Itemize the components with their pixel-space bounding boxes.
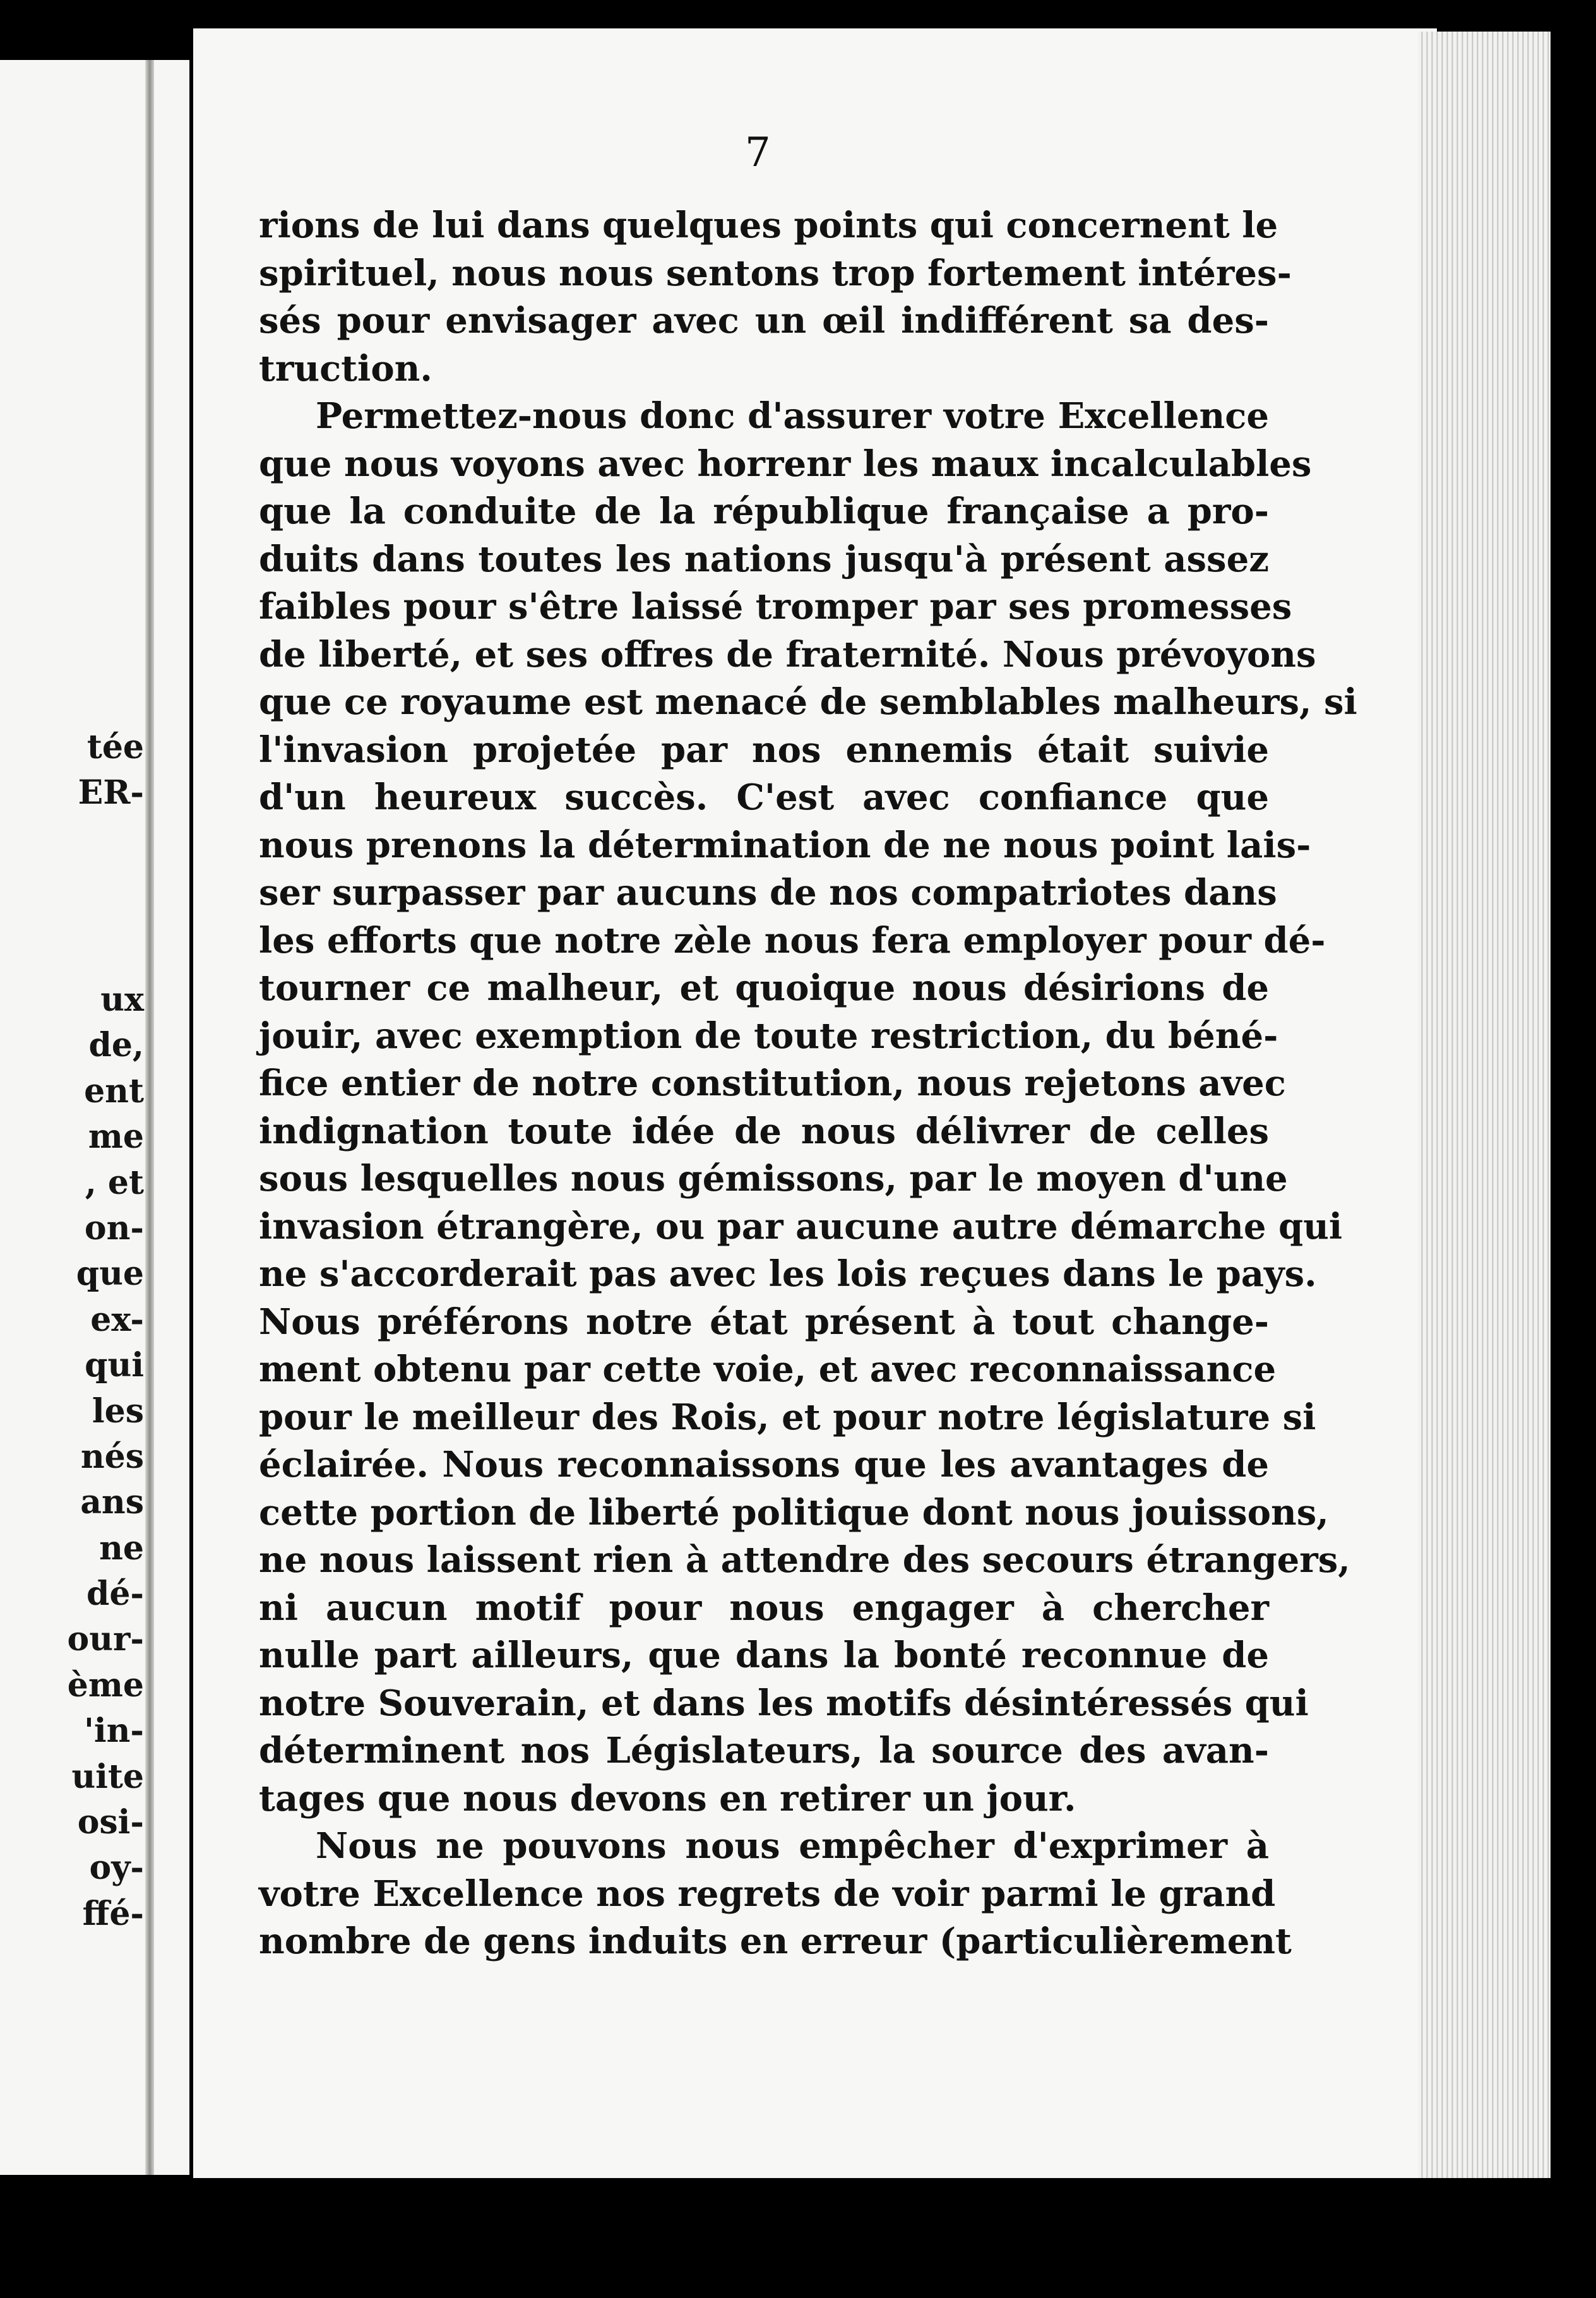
left-page-fragment: dé- xyxy=(86,1575,144,1614)
left-page-fragment: , et xyxy=(85,1163,144,1202)
text-line: tages que nous devons en retirer un jour. xyxy=(259,1777,1076,1819)
left-page-fragment: oy- xyxy=(89,1849,144,1888)
left-page-fragment: 'in- xyxy=(83,1712,144,1751)
text-line: Permettez-nous donc d'assurer votre Excellence xyxy=(316,395,1269,437)
left-page-fragment: de, xyxy=(88,1026,144,1065)
text-line: Nous ne pouvons nous empêcher d'exprimer à xyxy=(316,1825,1269,1867)
left-page-fragment: on- xyxy=(84,1208,144,1247)
text-line: ne s'accorderait pas avec les lois reçues dans le pays. xyxy=(259,1253,1317,1295)
left-page-fragment: nés xyxy=(80,1437,144,1476)
text-line: votre Excellence nos regrets de voir parmi le grand xyxy=(259,1872,1276,1915)
left-page-fragments xyxy=(0,977,144,1937)
left-page-fragments-upper xyxy=(0,725,144,816)
text-line: fice entier de notre constitution, nous rejetons avec xyxy=(259,1063,1286,1104)
text-line: l'invasion projetée par nos ennemis était suivie xyxy=(259,729,1269,771)
text-line: éclairée. Nous reconnaissons que les avantages de xyxy=(259,1444,1269,1485)
left-page-fragment: ER- xyxy=(78,773,144,813)
text-line: indignation toute idée de nous délivrer de celles xyxy=(259,1110,1269,1152)
text-line: ni aucun motif pour nous engager à chercher xyxy=(259,1587,1269,1629)
left-page-fragment: our- xyxy=(67,1620,144,1659)
left-page-fragment: ème xyxy=(67,1665,144,1705)
page-edges xyxy=(1418,32,1551,2178)
page-number: 7 xyxy=(745,129,771,176)
left-page-fragment: uite xyxy=(71,1757,144,1796)
text-line: faibles pour s'être laissé tromper par ses promesses xyxy=(259,586,1292,628)
left-page-fragment: que xyxy=(76,1254,144,1294)
text-line: notre Souverain, et dans les motifs désintéressés qui xyxy=(259,1682,1309,1724)
text-line: ser surpasser par aucuns de nos compatriotes dans xyxy=(259,872,1277,914)
left-page-fragment: ne xyxy=(99,1528,144,1568)
text-line: ne nous laissent rien à attendre des secours étrangers, xyxy=(259,1539,1350,1581)
text-line: que nous voyons avec horrenr les maux incalculables xyxy=(259,443,1312,485)
left-page-fragment: ex- xyxy=(90,1300,144,1339)
text-line: que la conduite de la république française a pro- xyxy=(259,491,1269,532)
text-line: Nous préférons notre état présent à tout change- xyxy=(259,1301,1269,1343)
text-line: sés pour envisager avec un œil indifférent sa des- xyxy=(259,300,1269,342)
text-line: tourner ce malheur, et quoique nous désirions de xyxy=(259,967,1269,1009)
text-line: les efforts que notre zèle nous fera employer pour dé- xyxy=(259,919,1326,961)
text-line: jouir, avec exemption de toute restriction, du béné- xyxy=(259,1015,1278,1057)
text-line: d'un heureux succès. C'est avec confiance que xyxy=(259,777,1269,818)
text-line: rions de lui dans quelques points qui concernent le xyxy=(259,205,1278,246)
body-text xyxy=(259,202,1357,1966)
text-line: cette portion de liberté politique dont nous jouissons, xyxy=(259,1491,1329,1533)
text-line: spirituel, nous nous sentons trop fortement intéres- xyxy=(259,252,1292,294)
left-page-fragment: ans xyxy=(80,1483,144,1522)
text-line: duits dans toutes les nations jusqu'à présent assez xyxy=(259,538,1269,580)
book-gutter xyxy=(145,60,154,2175)
left-page-fragment: osi- xyxy=(77,1803,144,1842)
text-line: que ce royaume est menacé de semblables malheurs, si xyxy=(259,681,1357,723)
text-line: de liberté, et ses offres de fraternité. Nous prévoyons xyxy=(259,633,1316,676)
text-line: nous prenons la détermination de ne nous point lais- xyxy=(259,824,1311,866)
left-page-fragment: ent xyxy=(84,1071,144,1110)
left-page-fragment: qui xyxy=(85,1346,144,1385)
text-line: déterminent nos Législateurs, la source des avan- xyxy=(259,1730,1269,1771)
text-line: ment obtenu par cette voie, et avec reconnaissance xyxy=(259,1348,1277,1390)
left-page-fragment: ffé- xyxy=(82,1894,144,1933)
left-page-fragment: me xyxy=(88,1117,144,1157)
text-line: sous lesquelles nous gémissons, par le moyen d'une xyxy=(259,1158,1288,1200)
text-line: nombre de gens induits en erreur (particulièrement xyxy=(259,1920,1292,1962)
text-line: invasion étrangère, ou par aucune autre démarche qui xyxy=(259,1205,1343,1247)
left-page-fragment: ux xyxy=(100,980,144,1019)
left-page-fragment: tée xyxy=(86,728,144,766)
text-line: truction. xyxy=(259,347,432,390)
left-page-fragment: les xyxy=(92,1391,144,1431)
text-line: pour le meilleur des Rois, et pour notre législature si xyxy=(259,1396,1316,1438)
text-line: nulle part ailleurs, que dans la bonté reconnue de xyxy=(259,1634,1269,1676)
